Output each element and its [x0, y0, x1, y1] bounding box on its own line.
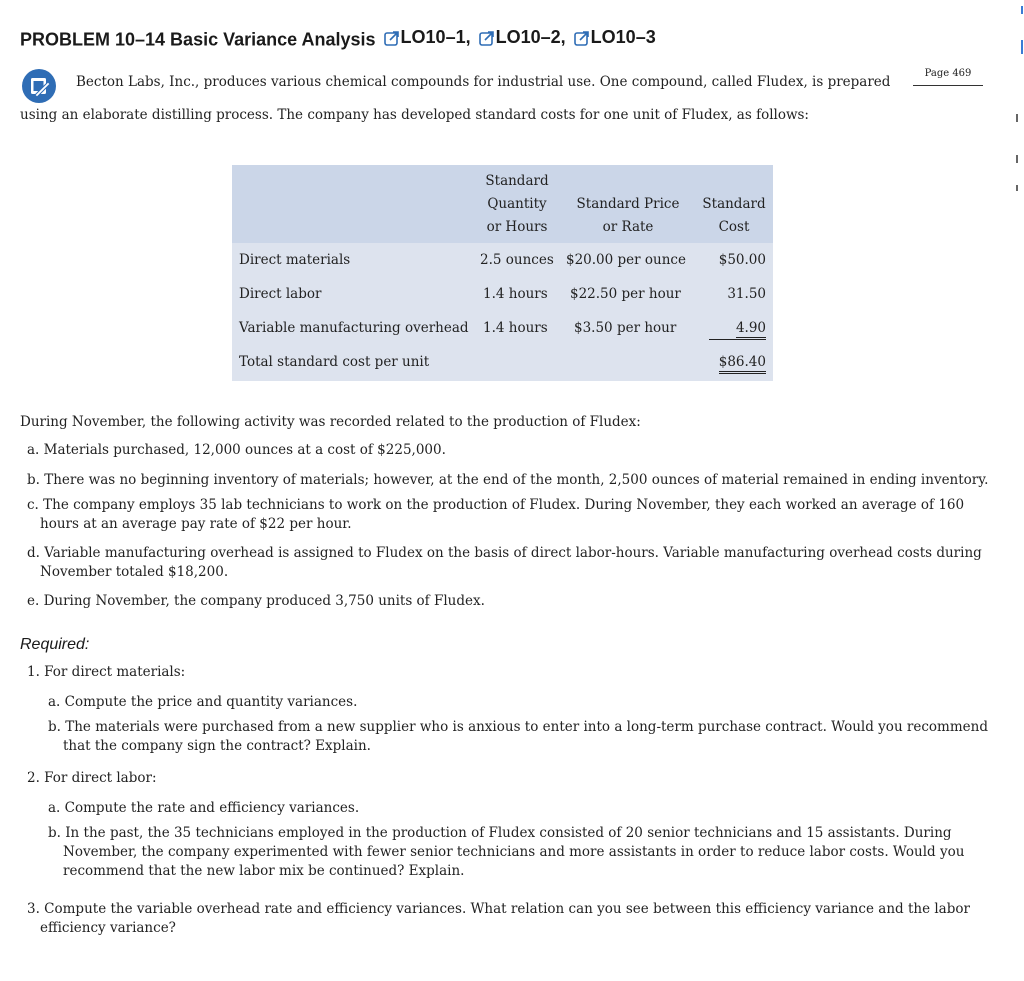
problem-heading: PROBLEM 10–14 Basic Variance Analysis [20, 29, 376, 50]
scrollbar-edge[interactable] [1012, 0, 1024, 200]
external-link-icon [574, 30, 590, 46]
external-link-icon [384, 30, 400, 46]
activity-intro: During November, the following activity was recorded related to the production of Fludex: [20, 414, 641, 430]
row-price: $3.50 per hour [574, 320, 677, 336]
question-2-label: 2. For direct labor: [27, 770, 157, 786]
activity-item-a: a. Materials purchased, 12,000 ounces at a cost of $225,000. [27, 442, 446, 458]
page-reference: Page 469 [913, 68, 983, 86]
question-1-label: 1. For direct materials: [27, 664, 186, 680]
problem-title [20, 27, 656, 51]
homework-pencil-icon[interactable] [21, 68, 57, 104]
row-cost: 4.90 [735, 320, 766, 336]
row-label-direct-materials: Direct materials [239, 252, 351, 268]
lo-link-3[interactable]: LO10–3 [571, 27, 656, 48]
header-standard-cost: Standard Cost [702, 196, 766, 235]
row-cost: $50.00 [718, 252, 766, 268]
question-2b: b. In the past, the 35 technicians employed in the production of Fludex consisted of 20 senior technicians and 15 assistants. During November, the company experimented with fewer senior technicians and more assistants in order to reduce labor costs. Would you recommend that the new labor mix be continued? Explain. [48, 825, 965, 879]
question-3: 3. Compute the variable overhead rate and efficiency variances. What relation can you see between this efficiency variance and the labor efficiency variance? [27, 901, 970, 936]
row-qty: 1.4 hours [483, 286, 548, 302]
question-1a: a. Compute the price and quantity variances. [48, 694, 358, 710]
required-heading: Required: [20, 636, 90, 653]
row-price: $20.00 per ounce [566, 252, 686, 268]
row-label-direct-labor: Direct labor [239, 286, 322, 302]
intro-line-2: using an elaborate distilling process. The company has developed standard costs for one unit of Fludex, as follows: [20, 107, 809, 123]
activity-item-d: d. Variable manufacturing overhead is assigned to Fludex on the basis of direct labor-hours. Variable manufacturing overhead costs during November totaled $18,200. [27, 545, 982, 580]
activity-item-c: c. The company employs 35 lab technicians to work on the production of Fludex. During November, they each worked an average of 160 hours at an average pay rate of $22 per hour. [27, 497, 965, 532]
row-qty: 2.5 ounces [480, 252, 554, 268]
standard-cost-table [232, 165, 773, 381]
question-1b: b. The materials were purchased from a new supplier who is anxious to enter into a long-term purchase contract. Would you recommend that the company sign the contract? Explain. [48, 719, 988, 754]
subtotal-rule [709, 339, 766, 340]
header-standard-quantity: Standard Quantity or Hours [485, 173, 549, 235]
row-label-total: Total standard cost per unit [239, 354, 430, 370]
external-link-icon [479, 30, 495, 46]
activity-item-b: b. There was no beginning inventory of materials; however, at the end of the month, 2,500 ounces of material remained in ending inventory. [27, 472, 989, 488]
intro-line-1: Becton Labs, Inc., produces various chemical compounds for industrial use. One compound, called Fludex, is prepared [76, 74, 891, 90]
row-qty: 1.4 hours [483, 320, 548, 336]
question-2a: a. Compute the rate and efficiency variances. [48, 800, 360, 816]
row-price: $22.50 per hour [570, 286, 681, 302]
header-standard-price: Standard Price or Rate [576, 196, 680, 235]
lo-link-1[interactable]: LO10–1, [381, 27, 471, 48]
row-cost: 31.50 [727, 286, 766, 302]
total-cost: $86.40 [702, 354, 766, 370]
row-label-variable-overhead: Variable manufacturing overhead [239, 320, 469, 336]
lo-link-2[interactable]: LO10–2, [476, 27, 566, 48]
activity-item-e: e. During November, the company produced 3,750 units of Fludex. [27, 593, 485, 609]
